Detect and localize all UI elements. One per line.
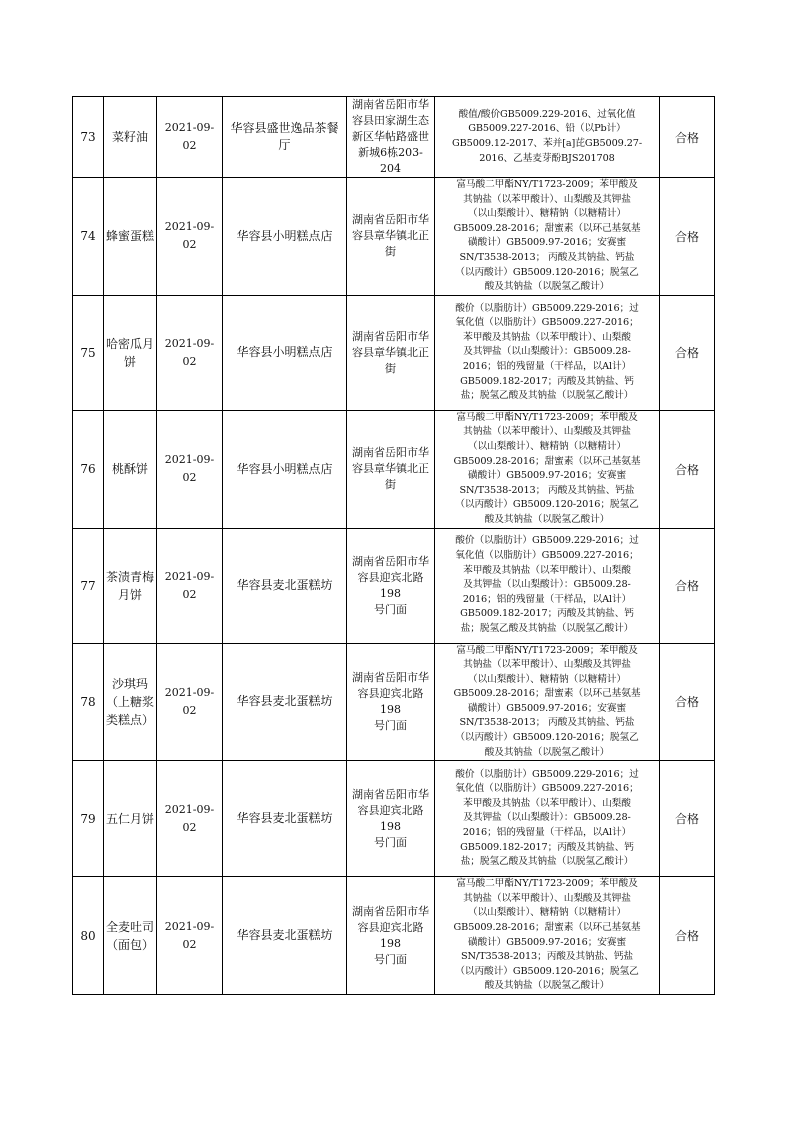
business-name-cell (223, 295, 347, 410)
row-number: 73 (80, 130, 96, 144)
test-items-cell (435, 761, 660, 877)
product-name: 哈密瓜月 饼 (106, 336, 155, 369)
business-name: 华容县小明糕点店 (236, 345, 333, 360)
row-number-cell (73, 528, 104, 643)
test-items: 酸值/酸价GB5009.229-2016、过氧化值 GB5009.227-2016、铅（以Pb计） GB5009.12-2017、苯并[a]芘GB5009.27- 2016、乙基麦芽酚BJS201708 (451, 108, 643, 164)
sampling-date-cell (157, 295, 223, 410)
sampling-date: 2021-09- 02 (164, 336, 215, 368)
product-name-cell (104, 410, 157, 528)
row-number: 76 (80, 462, 96, 477)
table-row (73, 295, 715, 410)
sampling-date-cell (157, 761, 223, 877)
result-status-cell (660, 643, 715, 761)
table-row (73, 643, 715, 761)
product-name: 五仁月饼 (106, 811, 155, 826)
business-address-cell (347, 877, 435, 995)
business-address-cell (347, 97, 435, 178)
result-status: 合格 (674, 929, 699, 944)
sampling-date-cell (157, 643, 223, 761)
sampling-date: 2021-09- 02 (164, 121, 215, 152)
test-items-cell (435, 97, 660, 178)
business-name: 华容县麦北蛋糕坊 (236, 578, 333, 592)
row-number-cell (73, 178, 104, 296)
row-number-cell (73, 643, 104, 761)
table-row (73, 761, 715, 877)
product-name: 桃酥饼 (111, 462, 148, 477)
test-items: 酸价（以脂肪计）GB5009.229-2016；过 氧化值（以脂肪计）GB5009.227-2016； 苯甲酸及其钠盐（以苯甲酸计）、山梨酸 及其钾盐（以山梨酸计）：GB5009.28- 2016；铝的残留量（干样品，以Al计） GB5009.182-2017；丙酸及其钠盐、钙 盐；脱氢乙酸及其钠盐（以脱氢乙酸计） (455, 535, 639, 634)
test-items-cell (435, 410, 660, 528)
business-address: 湖南省岳阳市华 容县迎宾北路198 号门面 (352, 670, 429, 732)
product-name-cell (104, 295, 157, 410)
result-status: 合格 (674, 462, 699, 477)
test-items: 富马酸二甲酯NY/T1723-2009；苯甲酸及 其钠盐（以苯甲酸计）、山梨酸及其钾盐 （以山梨酸计）、糖精钠（以糖精计） GB5009.28-2016；甜蜜素（以环己基氨基 磺酸计）GB5009.97-2016；安赛蜜 SN/T3538-2013； 丙酸及其钠盐、钙盐 （以丙酸计）GB5009.120-2016；脱氢乙 酸及其钠盐（以脱氢乙酸计） (453, 411, 641, 525)
result-status: 合格 (674, 229, 699, 244)
product-name: 全麦吐司 （面包） (106, 919, 155, 952)
row-number-cell (73, 761, 104, 877)
result-status-cell (660, 97, 715, 178)
product-name-cell (104, 761, 157, 877)
business-address-cell (347, 643, 435, 761)
sampling-date-cell (157, 877, 223, 995)
business-address-cell (347, 410, 435, 528)
result-status-cell (660, 877, 715, 995)
business-address: 湖南省岳阳市华 容县章华镇北正 街 (352, 329, 429, 375)
sampling-date: 2021-09- 02 (164, 802, 215, 834)
sampling-date-cell (157, 410, 223, 528)
test-items: 酸价（以脂肪计）GB5009.229-2016；过 氧化值（以脂肪计）GB5009.227-2016； 苯甲酸及其钠盐（以苯甲酸计）、山梨酸 及其钾盐（以山梨酸计）：GB5009.28- 2016；铝的残留量（干样品，以Al计） GB5009.182-2017；丙酸及其钠盐、钙 盐；脱氢乙酸及其钠盐（以脱氢乙酸计） (455, 768, 639, 868)
test-items: 富马酸二甲酯NY/T1723-2009；苯甲酸及 其钠盐（以苯甲酸计）、山梨酸及其钾盐 （以山梨酸计）、糖精钠（以糖精计） GB5009.28-2016；甜蜜素（以环己基氨基 磺酸计）GB5009.97-2016；安赛蜜 SN/T3538-2013； 丙酸及其钠盐、钙盐 （以丙酸计）GB5009.120-2016；脱氢乙 酸及其钠盐（以脱氢乙酸计） (453, 179, 641, 293)
test-items-cell (435, 178, 660, 296)
row-number: 80 (80, 928, 96, 943)
test-items-cell (435, 643, 660, 761)
row-number-cell (73, 97, 104, 178)
business-address: 湖南省岳阳市华 容县田家湖生态 新区华帖路盛世 新城6栋203-204 (352, 98, 429, 175)
row-number: 74 (80, 229, 96, 244)
row-number: 77 (80, 578, 96, 593)
business-address: 湖南省岳阳市华 容县章华镇北正 街 (352, 213, 429, 259)
test-items: 富马酸二甲酯NY/T1723-2009；苯甲酸及 其钠盐（以苯甲酸计）、山梨酸及其钾盐 （以山梨酸计）、糖精钠（以糖精计） GB5009.28-2016；甜蜜素（以环己基氨基 磺酸计）GB5009.97-2016；安赛蜜 SN/T3538-2013；丙酸及其钠盐、钙盐 （以丙酸计）GB5009.120-2016；脱氢乙 酸及其钠盐（以脱氢乙酸计） (453, 878, 641, 992)
business-name: 华容县麦北蛋糕坊 (236, 811, 333, 826)
row-number-cell (73, 877, 104, 995)
table-row (73, 877, 715, 995)
result-status: 合格 (674, 695, 699, 710)
business-name-cell (223, 877, 347, 995)
sampling-date: 2021-09- 02 (164, 220, 215, 252)
result-status: 合格 (674, 579, 699, 593)
sampling-date: 2021-09- 02 (164, 919, 215, 951)
sampling-date: 2021-09- 02 (164, 685, 215, 717)
business-name: 华容县盛世逸品茶餐 厅 (230, 121, 339, 152)
table-row (73, 410, 715, 528)
business-name: 华容县麦北蛋糕坊 (236, 694, 333, 709)
sampling-date: 2021-09- 02 (164, 569, 215, 601)
product-name: 菜籽油 (111, 130, 148, 144)
result-status-cell (660, 761, 715, 877)
sampling-date: 2021-09- 02 (164, 453, 215, 485)
table-row (73, 178, 715, 296)
test-items-cell (435, 528, 660, 643)
test-items: 酸价（以脂肪计）GB5009.229-2016；过 氧化值（以脂肪计）GB5009.227-2016； 苯甲酸及其钠盐（以苯甲酸计）、山梨酸 及其钾盐（以山梨酸计）：GB5009.28- 2016；铝的残留量（干样品，以Al计） GB5009.182-2017；丙酸及其钠盐、钙 盐；脱氢乙酸及其钠盐（以脱氢乙酸计） (455, 302, 639, 402)
result-status-cell (660, 178, 715, 296)
inspection-results-table (72, 96, 715, 995)
business-name-cell (223, 410, 347, 528)
sampling-date-cell (157, 97, 223, 178)
product-name-cell (104, 178, 157, 296)
business-name-cell (223, 761, 347, 877)
result-status: 合格 (674, 346, 699, 361)
row-number-cell (73, 410, 104, 528)
product-name-cell (104, 643, 157, 761)
business-address-cell (347, 528, 435, 643)
business-address: 湖南省岳阳市华 容县迎宾北路198 号门面 (352, 554, 429, 616)
business-address: 湖南省岳阳市华 容县迎宾北路198 号门面 (352, 904, 429, 966)
sampling-date-cell (157, 528, 223, 643)
test-items-cell (435, 295, 660, 410)
row-number: 79 (80, 811, 96, 826)
product-name: 沙琪玛 （上糖浆 类糕点） (106, 676, 155, 727)
business-name: 华容县小明糕点店 (236, 228, 333, 243)
business-name-cell (223, 178, 347, 296)
table-row (73, 97, 715, 178)
product-name-cell (104, 528, 157, 643)
business-address: 湖南省岳阳市华 容县章华镇北正 街 (352, 446, 429, 492)
result-status: 合格 (674, 130, 699, 145)
table-row (73, 528, 715, 643)
test-items-cell (435, 877, 660, 995)
business-address-cell (347, 295, 435, 410)
business-name: 华容县小明糕点店 (236, 461, 333, 476)
row-number: 78 (80, 694, 96, 709)
business-address-cell (347, 178, 435, 296)
business-name: 华容县麦北蛋糕坊 (236, 928, 333, 943)
row-number-cell (73, 295, 104, 410)
product-name-cell (104, 877, 157, 995)
row-number: 75 (80, 345, 96, 360)
business-name-cell (223, 643, 347, 761)
test-items: 富马酸二甲酯NY/T1723-2009；苯甲酸及 其钠盐（以苯甲酸计）、山梨酸及其钾盐 （以山梨酸计）、糖精钠（以糖精计） GB5009.28-2016；甜蜜素（以环己基氨基 磺酸计）GB5009.97-2016；安赛蜜 SN/T3538-2013； 丙酸及其钠盐、钙盐 （以丙酸计）GB5009.120-2016；脱氢乙 酸及其钠盐（以脱氢乙酸计） (453, 644, 641, 758)
result-status-cell (660, 410, 715, 528)
business-name-cell (223, 97, 347, 178)
business-address-cell (347, 761, 435, 877)
sampling-date-cell (157, 178, 223, 296)
result-status-cell (660, 295, 715, 410)
product-name: 茶渍青梅 月饼 (106, 569, 155, 602)
product-name-cell (104, 97, 157, 178)
business-address: 湖南省岳阳市华 容县迎宾北路198 号门面 (352, 787, 429, 849)
business-name-cell (223, 528, 347, 643)
product-name: 蜂蜜蛋糕 (106, 229, 155, 244)
result-status: 合格 (674, 812, 699, 827)
result-status-cell (660, 528, 715, 643)
